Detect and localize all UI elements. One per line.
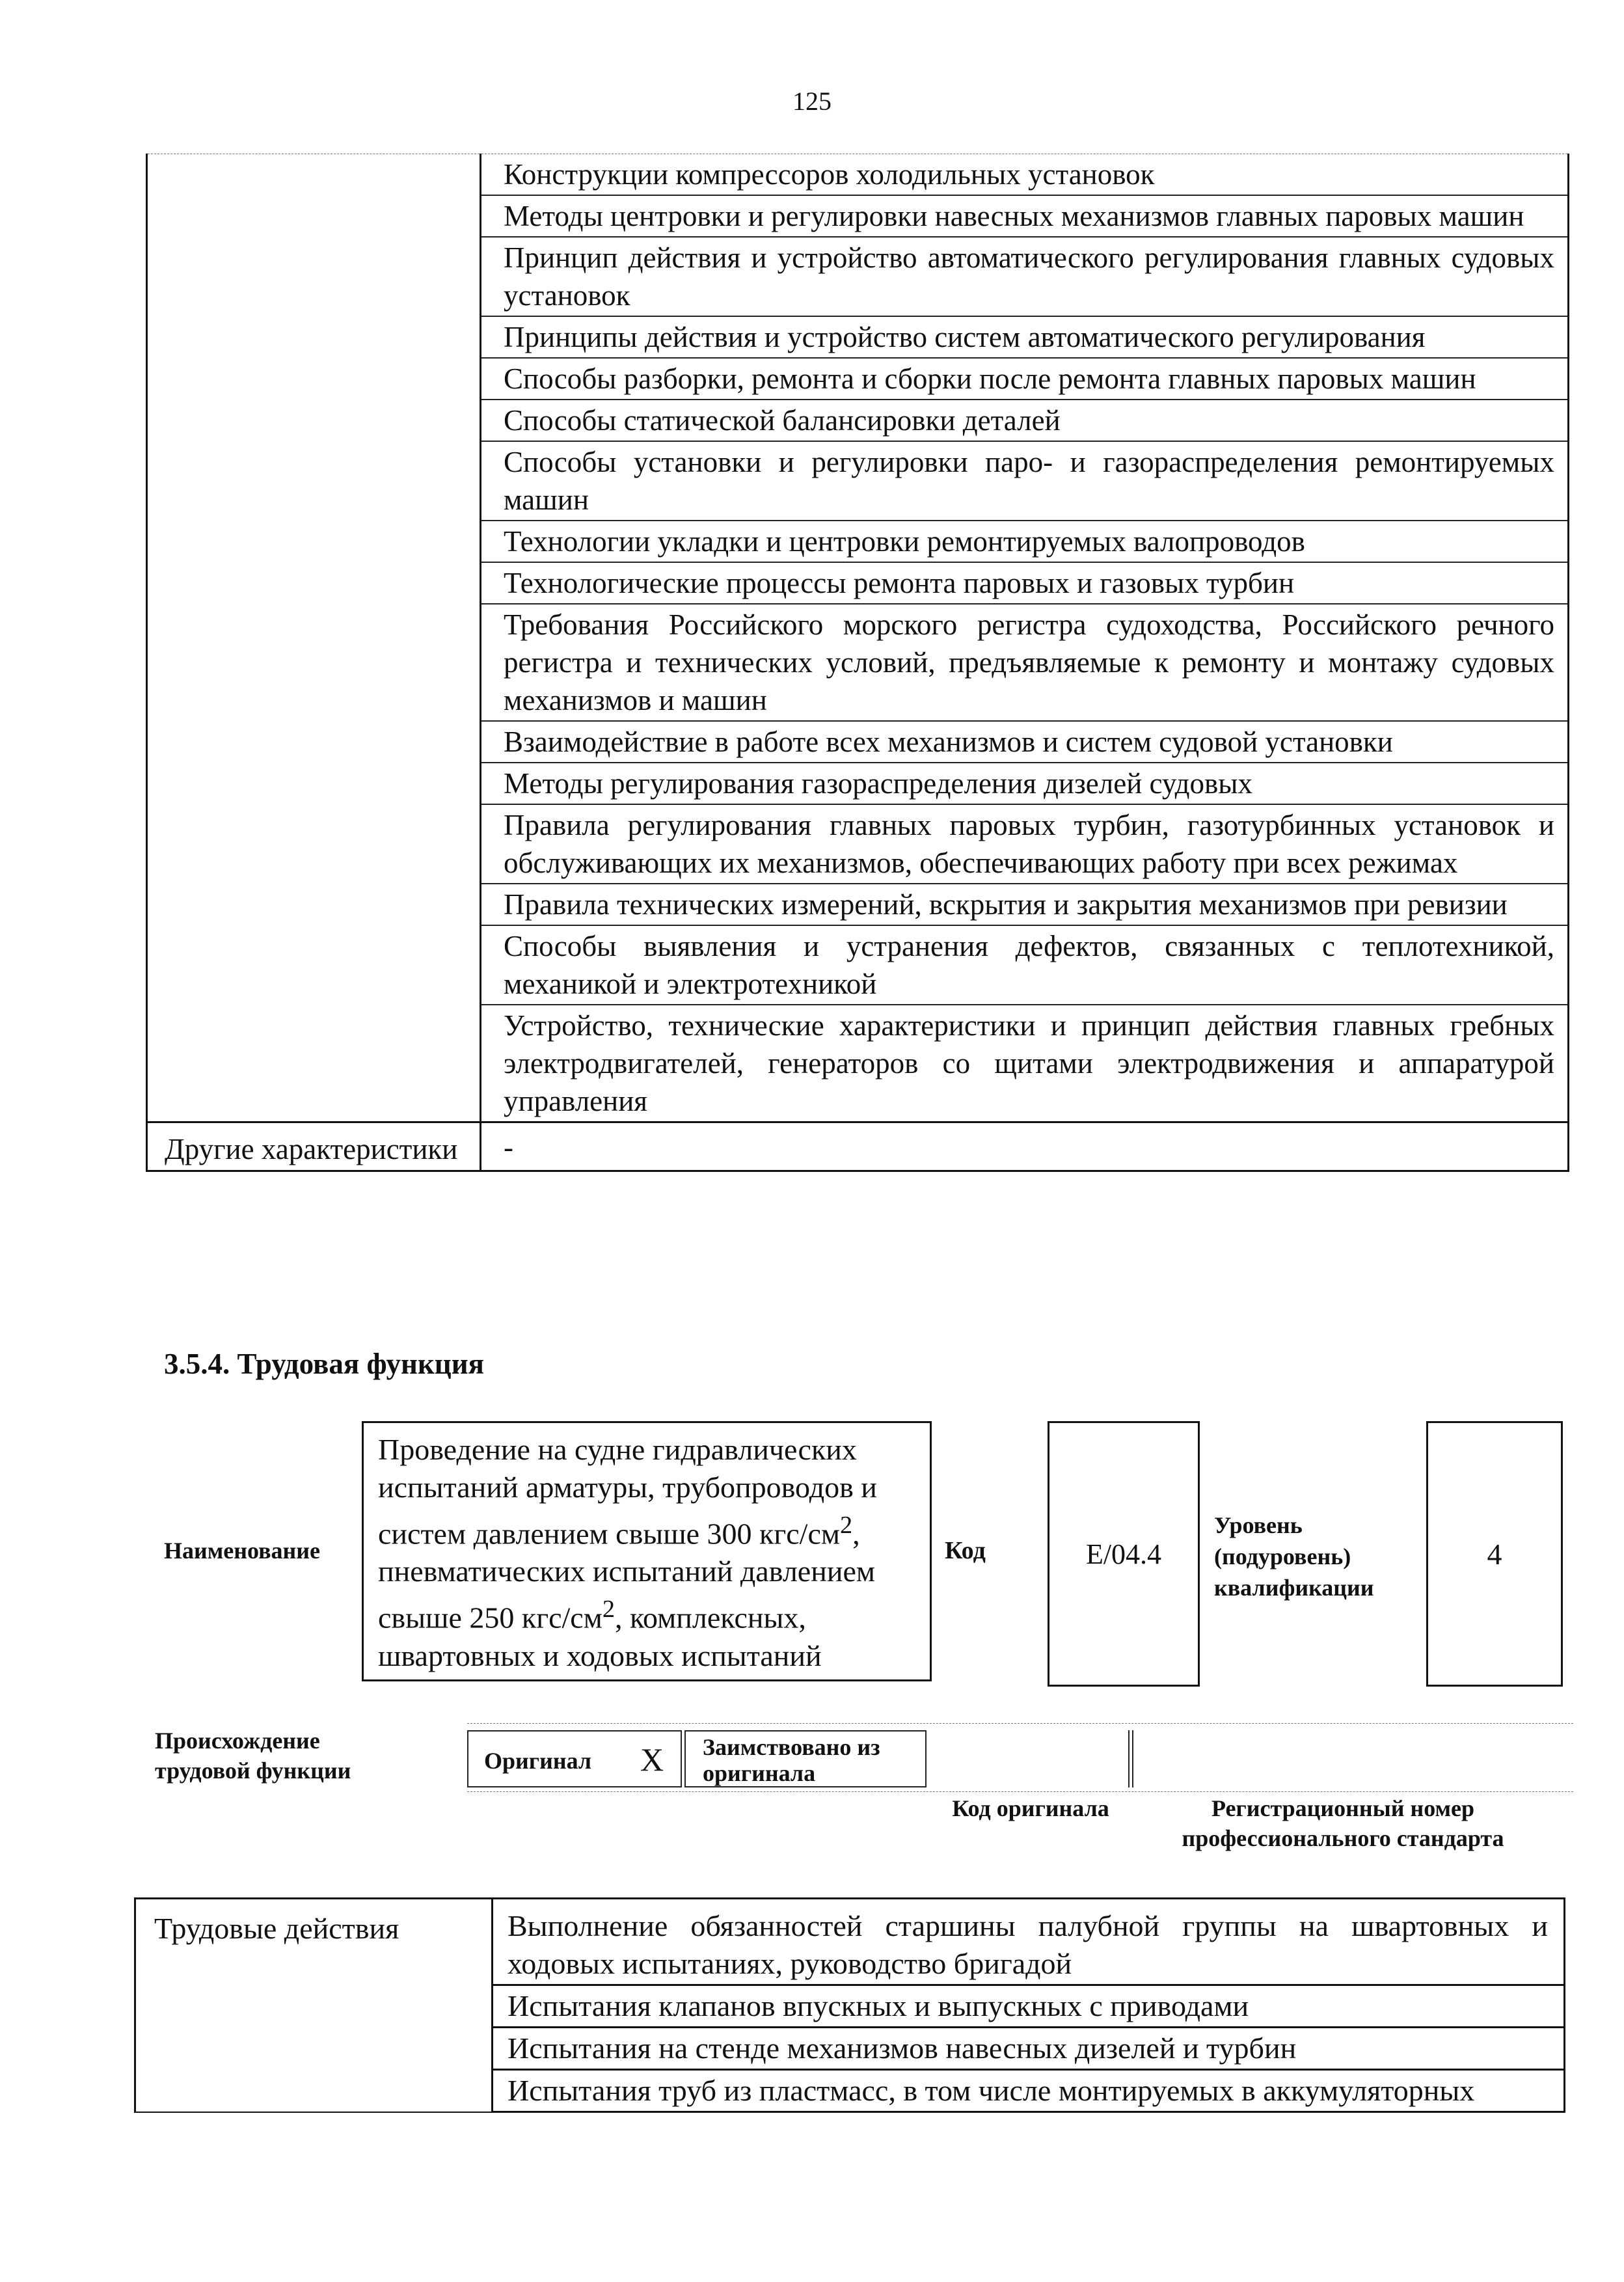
other-characteristics-label: Другие характеристики bbox=[147, 1122, 481, 1171]
origin-original-label: Оригинал bbox=[484, 1748, 592, 1774]
labor-action-item: Испытания труб из пластмасс, в том числе монтируемых в аккумуляторных bbox=[493, 2070, 1565, 2112]
knowledge-item: Технологические процессы ремонта паровых и газовых турбин bbox=[481, 562, 1569, 604]
label-line: Уровень bbox=[1214, 1512, 1303, 1538]
knowledge-item: Технологии укладки и центровки ремонтируемых валопроводов bbox=[481, 521, 1569, 562]
label-line: Заимствовано из bbox=[703, 1734, 880, 1760]
knowledge-item: Правила регулирования главных паровых турбин, газотурбинных установок и обслуживающих их механизмов, обеспечивающих работу при всех режимах bbox=[481, 804, 1569, 884]
table-row bbox=[147, 154, 1569, 196]
table-row bbox=[147, 1122, 1569, 1171]
origin-original-mark: X bbox=[640, 1741, 664, 1778]
function-name-part: , комплексных, швартовных и ходовых испытаний bbox=[378, 1601, 822, 1672]
labor-actions-table bbox=[134, 1897, 1565, 2113]
knowledge-item: Способы выявления и устранения дефектов, связанных с теплотехникой, механикой и электротехникой bbox=[481, 925, 1569, 1005]
superscript: 2 bbox=[839, 1512, 853, 1539]
origin-code-cell bbox=[927, 1730, 1130, 1787]
knowledge-item: Методы регулирования газораспределения дизелей судовых bbox=[481, 763, 1569, 804]
function-name-box bbox=[362, 1421, 932, 1681]
origin-row bbox=[467, 1723, 1573, 1792]
knowledge-item: Методы центровки и регулировки навесных механизмов главных паровых машин bbox=[481, 195, 1569, 237]
knowledge-item: Правила технических измерений, вскрытия и закрытия механизмов при ревизии bbox=[481, 884, 1569, 925]
label-line: трудовой функции bbox=[155, 1758, 351, 1784]
function-name-part: Проведение на судне гидравлических испытаний арматуры, трубопроводов и систем давлением свыше 300 кгс/см bbox=[378, 1433, 877, 1551]
page-number: 125 bbox=[792, 87, 832, 116]
origin-reg-number-cell bbox=[1132, 1730, 1573, 1787]
label-line: (подуровень) bbox=[1214, 1543, 1351, 1569]
origin-reg-caption bbox=[1148, 1793, 1538, 1853]
labor-action-item: Испытания клапанов впускных и выпускных с приводами bbox=[493, 1985, 1565, 2028]
function-name-label: Наименование bbox=[164, 1538, 320, 1564]
function-code-box bbox=[1048, 1421, 1200, 1687]
knowledge-item: Принципы действия и устройство систем автоматического регулирования bbox=[481, 316, 1569, 358]
knowledge-item: Устройство, технические характеристики и принцип действия главных гребных электродвигателей, генераторов со щитами электродвижения и аппаратурой управления bbox=[481, 1005, 1569, 1122]
knowledge-item: Требования Российского морского регистра судоходства, Российского речного регистра и технических условий, предъявляемые к ремонту и монтажу судовых механизмов и машин bbox=[481, 604, 1569, 721]
table-row bbox=[135, 1899, 1565, 1985]
labor-action-item: Испытания на стенде механизмов навесных дизелей и турбин bbox=[493, 2028, 1565, 2070]
function-code: E/04.4 bbox=[1085, 1538, 1162, 1570]
knowledge-item: Взаимодействие в работе всех механизмов и систем судовой установки bbox=[481, 721, 1569, 763]
origin-borrowed-cell bbox=[684, 1730, 927, 1787]
knowledge-table bbox=[146, 154, 1569, 1172]
knowledge-item: Способы установки и регулировки паро- и газораспределения ремонтируемых машин bbox=[481, 441, 1569, 521]
labor-actions-label: Трудовые действия bbox=[135, 1899, 493, 2112]
caption-line: профессионального стандарта bbox=[1182, 1825, 1504, 1851]
section-heading: 3.5.4. Трудовая функция bbox=[164, 1348, 485, 1380]
origin-label bbox=[155, 1726, 351, 1786]
knowledge-item: Конструкции компрессоров холодильных установок bbox=[481, 154, 1569, 196]
knowledge-item: Принцип действия и устройство автоматического регулирования главных судовых установок bbox=[481, 237, 1569, 316]
qualification-level-box bbox=[1426, 1421, 1563, 1687]
label-line: Происхождение bbox=[155, 1728, 320, 1754]
origin-original-cell bbox=[467, 1730, 682, 1787]
superscript: 2 bbox=[602, 1596, 615, 1623]
label-line: оригинала bbox=[703, 1760, 816, 1786]
knowledge-label-cell bbox=[147, 154, 481, 1122]
function-code-label: Код bbox=[945, 1537, 986, 1564]
qualification-level: 4 bbox=[1487, 1537, 1502, 1571]
qualification-level-label bbox=[1214, 1510, 1374, 1603]
knowledge-item: Способы разборки, ремонта и сборки после ремонта главных паровых машин bbox=[481, 358, 1569, 400]
origin-code-caption: Код оригинала bbox=[952, 1795, 1109, 1821]
other-characteristics-value: - bbox=[481, 1122, 1569, 1171]
knowledge-item: Способы статической балансировки деталей bbox=[481, 400, 1569, 441]
labor-action-item: Выполнение обязанностей старшины палубной группы на швартовных и ходовых испытаниях, руководство бригадой bbox=[493, 1899, 1565, 1985]
label-line: квалификации bbox=[1214, 1575, 1374, 1601]
function-name-part: , пневматических испытаний давлением свыше 250 кгс/см bbox=[378, 1517, 875, 1635]
caption-line: Регистрационный номер bbox=[1211, 1795, 1475, 1821]
